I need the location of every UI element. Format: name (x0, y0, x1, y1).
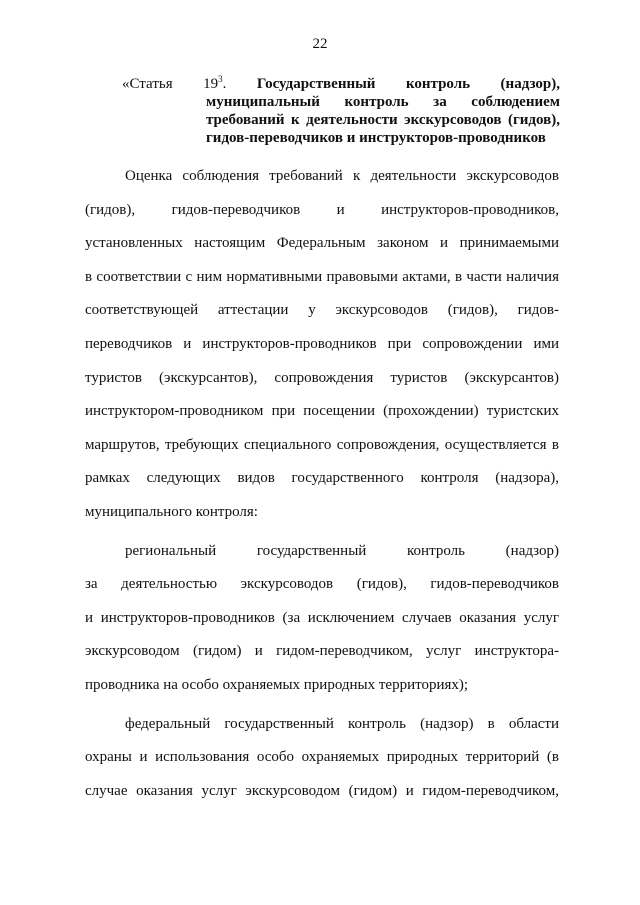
paragraph-line: региональный государственный контроль (надзор) (125, 542, 559, 559)
article-heading-line-2: муниципальный контроль за соблюдением (206, 94, 560, 110)
paragraph-line: экскурсоводом (гидом) и гидом-переводчиком, услуг инструктора- (85, 643, 559, 660)
paragraph-line: в соответствии с ним нормативными правовыми актами, в части наличия (85, 268, 559, 285)
paragraph-line: за деятельностью экскурсоводов (гидов), гидов-переводчиков (85, 576, 559, 593)
paragraph (85, 708, 559, 809)
article-number-superscript: 3 (218, 74, 223, 84)
paragraph (85, 160, 559, 530)
article-heading (122, 75, 560, 147)
article-heading-line-1 (122, 75, 560, 93)
paragraph-line: рамках следующих видов государственного контроля (надзора), (85, 470, 559, 487)
article-title-line: Государственный контроль (надзор), (256, 76, 560, 92)
article-heading-line-4: гидов-переводчиков и инструкторов-проводников (206, 130, 546, 146)
paragraph-line: проводника на особо охраняемых природных территориях); (85, 676, 469, 693)
paragraph (85, 535, 559, 703)
article-prefix-text: «Статья 19 (122, 76, 219, 92)
paragraph-line: муниципального контроля: (85, 503, 258, 520)
paragraph-line: Оценка соблюдения требований к деятельности экскурсоводов (125, 168, 559, 184)
paragraph-line: случае оказания услуг экскурсоводом (гидом) и гидом-переводчиком, (85, 782, 559, 799)
paragraph-line: федеральный государственный контроль (надзор) в области (125, 715, 559, 732)
article-heading-line-3: требований к деятельности экскурсоводов (гидов), (206, 112, 560, 128)
page-number: 22 (312, 36, 328, 52)
article-prefix-suffix: . (222, 76, 227, 92)
paragraph-line: переводчиков и инструкторов-проводников при сопровождении ими (85, 335, 559, 352)
paragraph-line: туристов (экскурсантов), сопровождения туристов (экскурсантов) (85, 369, 559, 386)
paragraph-line: установленных настоящим Федеральным законом и принимаемыми (85, 235, 559, 252)
paragraph-line: (гидов), гидов-переводчиков и инструкторов-проводников, (85, 201, 559, 218)
article-body (85, 160, 559, 808)
paragraph-line: маршрутов, требующих специального сопровождения, осуществляется в (85, 436, 559, 453)
article-prefix (122, 76, 226, 92)
paragraph-line: охраны и использования особо охраняемых природных территорий (в (85, 749, 559, 766)
paragraph-line: соответствующей аттестации у экскурсоводов (гидов), гидов- (85, 302, 559, 319)
paragraph-line: и инструкторов-проводников (за исключением случаев оказания услуг (85, 609, 559, 626)
paragraph-line: инструктором-проводником при посещении (прохождении) туристских (85, 403, 559, 420)
